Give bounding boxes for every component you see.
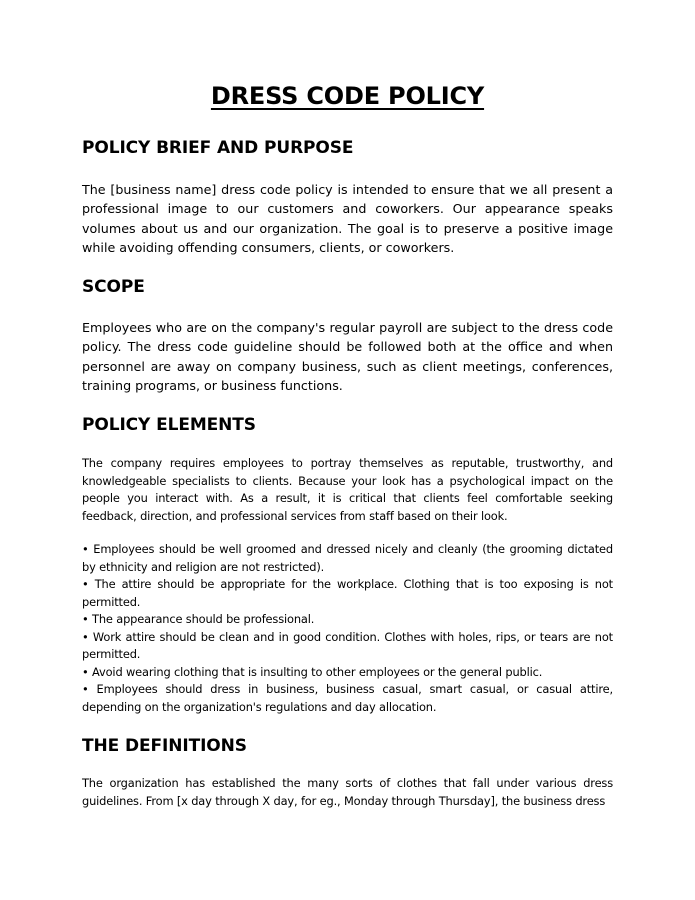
section-heading-policy-elements: POLICY ELEMENTS — [82, 415, 256, 435]
section-paragraph-policy-brief: The [business name] dress code policy is intended to ensure that we all present a professional image to our customers and coworkers. Our appearance speaks volumes about us and our organization. The goal is to preserve a positive image while avoiding offending consumers, clients, or coworkers. — [82, 182, 613, 255]
bullet-item: • Employees should be well groomed and dressed nicely and cleanly (the grooming dictated by ethnicity and religion are not restricted). — [82, 542, 613, 574]
bullet-item: • Employees should dress in business, business casual, smart casual, or casual attire, depending on the organization's regulations and day allocation. — [82, 682, 613, 714]
section-heading-policy-brief: POLICY BRIEF AND PURPOSE — [82, 138, 354, 158]
document-title: DRESS CODE POLICY — [210, 82, 485, 110]
bullet-item: • Avoid wearing clothing that is insulting to other employees or the general public. — [82, 664, 543, 679]
section-heading-definitions: THE DEFINITIONS — [82, 736, 247, 756]
section-heading-scope: SCOPE — [82, 277, 145, 297]
bullet-item: • Work attire should be clean and in good condition. Clothes with holes, rips, or tears are not permitted. — [82, 629, 613, 661]
section-paragraph-scope: Employees who are on the company's regular payroll are subject to the dress code policy. The dress code guideline should be followed both at the office and when personnel are away on company business, such as client meetings, conferences, training programs, or business functions. — [82, 320, 613, 393]
bullet-item: • The appearance should be professional. — [82, 612, 315, 626]
policy-elements-bullet-list — [82, 541, 613, 716]
section-paragraph-definitions: The organization has established the many sorts of clothes that fall under various dress guidelines. From [x day through X day, for eg., Monday through Thursday], the business dress — [82, 776, 613, 808]
section-paragraph-policy-elements: The company requires employees to portray themselves as reputable, trustworthy, and knowledgeable specialists to clients. Because your look has a psychological impact on the people you interact with. As a result, it is critical that clients feel comfortable seeking feedback, direction, and professional services from staff based on their look. — [82, 456, 613, 523]
bullet-item: • The attire should be appropriate for the workplace. Clothing that is too exposing is not permitted. — [82, 577, 613, 609]
